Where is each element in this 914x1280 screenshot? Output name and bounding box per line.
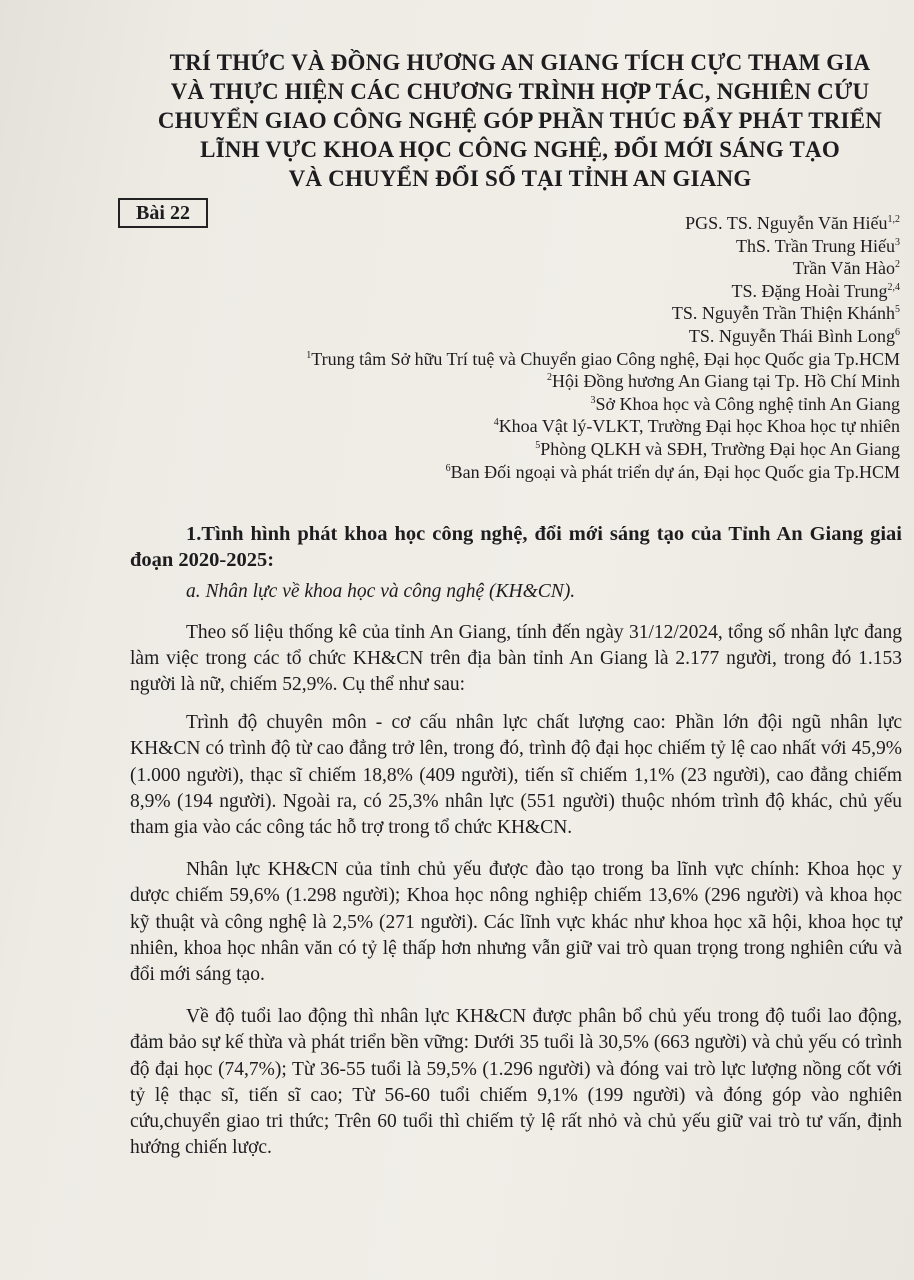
paragraph: Theo số liệu thống kê của tỉnh An Giang, tính đến ngày 31/12/2024, tổng số nhân lực đang làm việc trong các tổ chức KH&CN trên địa bàn tỉnh An Giang là 2.177 người, trong đó 1.153 người là nữ, chiếm 52,9%. Cụ thể như sau:: [130, 621, 902, 696]
title-line-4: LĨNH VỰC KHOA HỌC CÔNG NGHỆ, ĐỔI MỚI SÁNG TẠO: [200, 137, 840, 162]
author-line: PGS. TS. Nguyễn Văn Hiếu$^{1,2}$: [685, 213, 900, 233]
title-line-2: VÀ THỰC HIỆN CÁC CHƯƠNG TRÌNH HỢP TÁC, NGHIÊN CỨU: [170, 79, 870, 104]
affiliation-line: $^2$Hội Đồng hương An Giang tại Tp. Hồ Chí Minh: [547, 371, 900, 392]
section-subheading: a. Nhân lực về khoa học và công nghệ (KH&CN).: [186, 581, 576, 603]
affiliation-line: $^1$Trung tâm Sở hữu Trí tuệ và Chuyển giao Công nghệ, Đại học Quốc gia Tp.HCM: [306, 348, 900, 369]
author-block: [200, 212, 900, 483]
affiliation-line: $^5$Phòng QLKH và SĐH, Trường Đại học An Giang: [535, 438, 900, 459]
author-line: ThS. Trần Trung Hiếu$^3$: [735, 235, 900, 256]
section-1: [130, 521, 902, 1161]
article-title: [150, 48, 890, 193]
section-heading: 1.Tình hình phát khoa học công nghệ, đổi mới sáng tạo của Tỉnh An Giang giai đoạn 2020-2025:: [130, 523, 902, 572]
author-line: Trần Văn Hào$^2$: [793, 258, 900, 279]
title-line-3: CHUYỂN GIAO CÔNG NGHỆ GÓP PHẦN THÚC ĐẨY PHÁT TRIỂN: [157, 108, 883, 133]
affiliation-line: $^4$Khoa Vật lý-VLKT, Trường Đại học Khoa học tự nhiên: [493, 416, 900, 437]
paragraph: Nhân lực KH&CN của tỉnh chủ yếu được đào tạo trong ba lĩnh vực chính: Khoa học y dược chiếm 59,6% (1.298 người); Khoa học nông nghiệp chiếm 13,6% (296 người) và khoa học kỹ thuật và công nghệ là 2,5% (271 người). Các lĩnh vực khác như khoa học xã hội, khoa học tự nhiên, khoa học nhân văn có tỷ lệ thấp hơn nhưng vẫn giữ vai trò quan trọng trong nghiên cứu và đổi mới sáng tạo.: [130, 859, 902, 986]
author-line: TS. Nguyễn Trần Thiện Khánh$^5$: [671, 303, 900, 324]
affiliation-line: $^3$Sở Khoa học và Công nghệ tỉnh An Giang: [590, 393, 900, 414]
author-line: TS. Đặng Hoài Trung$^{2,4}$: [731, 280, 900, 301]
paragraph: Trình độ chuyên môn - cơ cấu nhân lực chất lượng cao: Phần lớn đội ngũ nhân lực KH&CN có trình độ từ cao đẳng trở lên, trong đó, trình độ đại học chiếm tỷ lệ cao nhất với 45,9% (1.000 người), thạc sĩ chiếm 18,8% (409 người), tiến sĩ chiếm 1,1% (23 người), cao đẳng chiếm 8,9% (194 người). Ngoài ra, có 25,3% nhân lực (551 người) thuộc nhóm trình độ khác, chủ yếu tham gia vào các công tác hỗ trợ trong tổ chức KH&CN.: [130, 712, 902, 839]
author-line: TS. Nguyễn Thái Bình Long$^6$: [688, 325, 900, 346]
paragraph: Về độ tuổi lao động thì nhân lực KH&CN được phân bổ chủ yếu trong độ tuổi lao động, đảm bảo sự kế thừa và phát triển bền vững: Dưới 35 tuổi là 30,5% (663 người) và chủ yếu có trình độ đại học (74,7%); Từ 36-55 tuổi là 59,5% (1.296 người) và đóng vai trò lực lượng nồng cốt với tỷ lệ thạc sĩ, tiến sĩ cao; Từ 56-60 tuổi chiếm 9,1% (199 người) và đóng góp vào nghiên cứu,chuyển giao tri thức; Trên 60 tuổi thì chiếm tỷ lệ rất nhỏ và chủ yếu giữ vai trò tư vấn, định hướng chiến lược.: [130, 1006, 902, 1159]
title-line-5: VÀ CHUYỂN ĐỔI SỐ TẠI TỈNH AN GIANG: [288, 166, 752, 191]
title-line-1: TRÍ THỨC VÀ ĐỒNG HƯƠNG AN GIANG TÍCH CỰC THAM GIA: [169, 50, 871, 75]
affiliation-line: $^6$Ban Đối ngoại và phát triển dự án, Đại học Quốc gia Tp.HCM: [445, 461, 900, 482]
article-number-badge: Bài 22: [118, 198, 208, 228]
